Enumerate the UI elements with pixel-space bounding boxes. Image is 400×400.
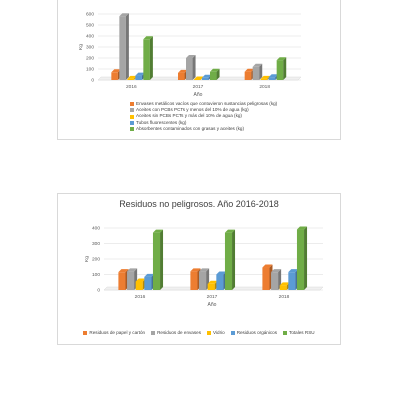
legend-swatch [130, 115, 134, 119]
bar-side [126, 13, 129, 80]
bar [118, 269, 128, 290]
bar [144, 274, 154, 290]
bar-front [210, 72, 217, 80]
bar-front [190, 271, 197, 290]
y-tick-label: 300 [85, 45, 94, 51]
bar [199, 268, 209, 290]
x-tick-label: 2017 [192, 85, 204, 90]
legend-swatch [130, 121, 134, 125]
bar-side [283, 57, 286, 80]
y-tick-label: 600 [85, 12, 94, 18]
bar-front [269, 77, 276, 80]
bar-front [216, 275, 223, 291]
legend-swatch [207, 331, 211, 335]
legend-item [231, 330, 277, 336]
legend-label: Residuos orgánicos [236, 330, 278, 335]
legend-label: Aceites con PCBs PCTs y menos del 10% de agua (kg) [136, 107, 249, 113]
y-tick-label: 200 [85, 56, 94, 62]
bar [127, 268, 137, 290]
bar-side [150, 36, 153, 80]
y-tick-label: 100 [85, 67, 94, 73]
legend-item [151, 330, 201, 336]
legend-label: Totales RSU [289, 330, 315, 335]
y-tick-label: 200 [91, 257, 100, 263]
y-tick-label: 100 [91, 273, 100, 279]
legend-swatch [283, 331, 287, 335]
bar [262, 265, 272, 290]
legend-item [83, 330, 145, 336]
hazardous-waste-chart [57, 0, 341, 140]
bar-front [288, 272, 295, 290]
legend-label: Envases metálicos vacíos que contuvieron sustancias peligrosas (kg) [136, 101, 278, 106]
bar-front [143, 39, 150, 80]
bar-front [136, 281, 143, 290]
legend-swatch [130, 127, 134, 131]
x-tick-label: 2018 [259, 85, 271, 90]
bar-side [160, 230, 163, 290]
chart-legend [130, 101, 277, 132]
y-tick-label: 400 [91, 226, 100, 232]
bar-side [193, 55, 196, 80]
legend-swatch [83, 331, 87, 335]
legend-label: Vidrio [213, 330, 225, 335]
hazardous-waste-plot [58, 0, 342, 100]
bar-front [186, 58, 193, 80]
bar [119, 13, 129, 80]
bar [136, 278, 146, 290]
legend-swatch [231, 331, 235, 335]
legend-label: Residuos de envases [157, 330, 202, 335]
bar-front [119, 16, 126, 80]
bar-front [144, 277, 151, 290]
bar [210, 69, 220, 80]
x-tick-label: 2018 [278, 295, 290, 300]
x-tick-label: 2016 [125, 85, 137, 90]
y-tick-label: 0 [97, 288, 100, 294]
bar [271, 269, 281, 290]
x-tick-label: 2017 [206, 295, 218, 300]
bar-front [271, 272, 278, 290]
bar [253, 64, 263, 80]
legend-label: Aceites sin PCBs PCTs y más del 10% de agua (kg) [136, 113, 242, 119]
legend-item [207, 330, 225, 336]
legend-swatch [151, 331, 155, 335]
bar-front [261, 79, 268, 80]
legend-label: Absorbentes contaminados con grasas y aceites (kg) [136, 125, 245, 131]
bar-front [178, 73, 185, 80]
bar [297, 227, 307, 290]
legend-label: Tubos fluorescentes (kg) [136, 119, 187, 125]
bar-front [297, 230, 304, 290]
legend-item [283, 330, 315, 336]
bar-front [225, 233, 232, 290]
y-tick-label: 300 [91, 242, 100, 248]
y-tick-label: 400 [85, 34, 94, 40]
bar-front [194, 79, 201, 80]
bar [153, 230, 163, 290]
bar-front [245, 72, 252, 80]
bar [190, 268, 200, 290]
legend-swatch [130, 102, 134, 106]
bar-front [153, 233, 160, 290]
bar-front [280, 285, 287, 290]
x-axis-label: Año [207, 302, 217, 308]
bar [277, 57, 287, 80]
bar-front [208, 284, 215, 290]
bar-front [135, 76, 142, 80]
bar-front [127, 79, 134, 80]
non-hazardous-waste-plot [58, 194, 342, 326]
bar [186, 55, 196, 80]
chart-legend [64, 330, 334, 336]
bar-front [253, 67, 260, 80]
bar [143, 36, 153, 80]
bar-side [304, 227, 307, 290]
bar [225, 230, 235, 290]
legend-label: Residuos de papel y cartón [89, 330, 146, 335]
x-axis-label: Año [193, 92, 203, 98]
bar-front [202, 78, 209, 80]
y-tick-label: 500 [85, 23, 94, 29]
legend-item [130, 126, 277, 132]
bar-front [118, 272, 125, 290]
y-axis-label: Kg [85, 256, 90, 262]
bar [288, 269, 298, 290]
y-tick-label: 0 [91, 78, 94, 84]
non-hazardous-waste-chart [57, 193, 341, 345]
bar-front [277, 60, 284, 80]
bar [216, 272, 226, 291]
x-tick-label: 2016 [134, 295, 146, 300]
chart-title: Residuos no peligrosos. Año 2016-2018 [119, 199, 279, 209]
bar-front [262, 268, 269, 290]
legend-swatch [130, 108, 134, 112]
bar-front [127, 271, 134, 290]
bar-front [111, 72, 118, 80]
bar-side [232, 230, 235, 290]
bar-front [199, 271, 206, 290]
y-axis-label: Kg [79, 44, 84, 50]
